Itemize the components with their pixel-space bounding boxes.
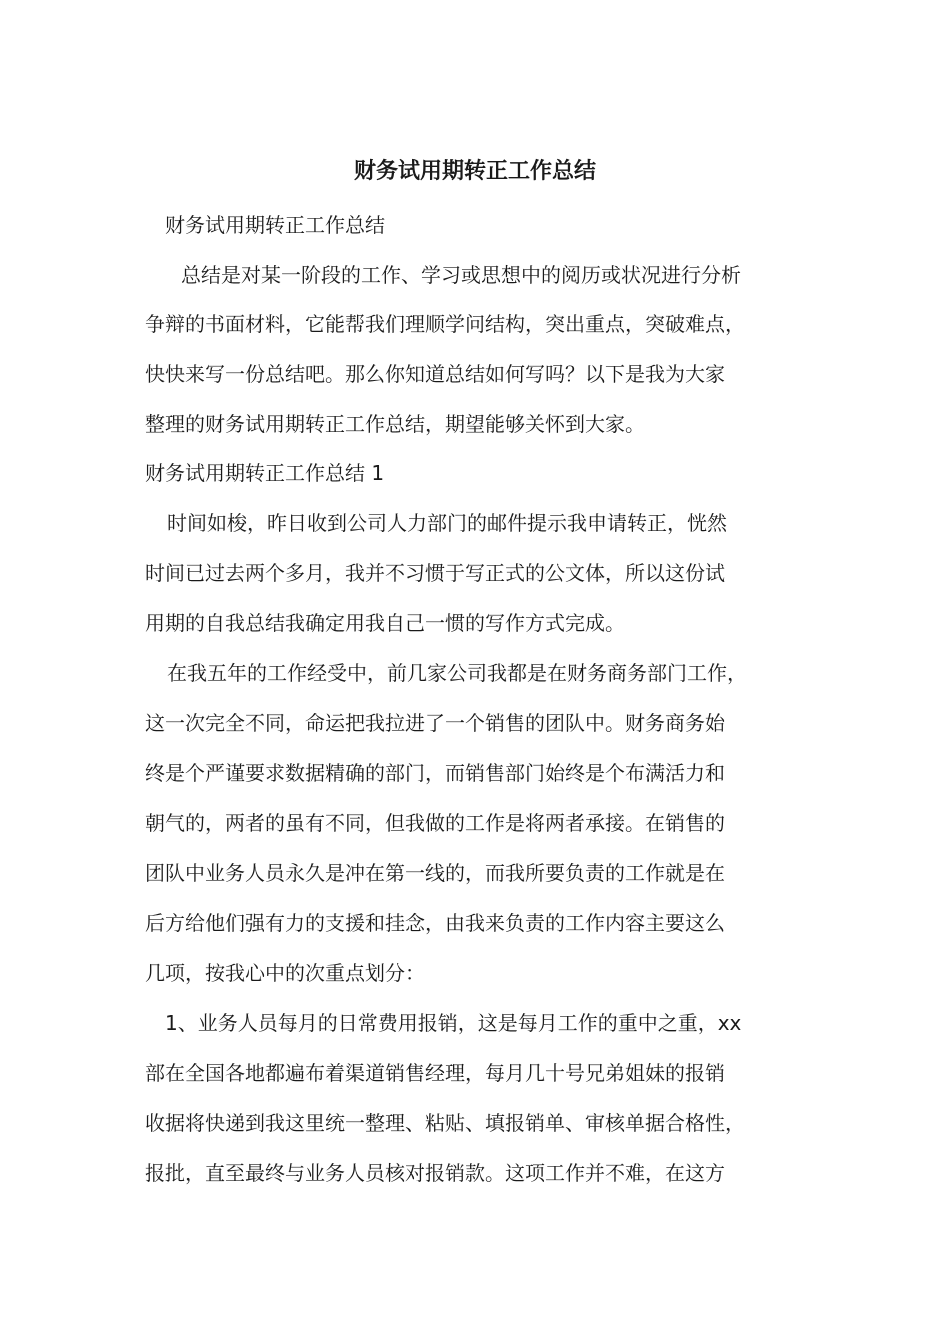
paragraph-line: 报批，直至最终与业务人员核对报销款。这项工作并不难，在这方 [145, 1161, 725, 1185]
paragraph-line: 总结是对某一阶段的工作、学习或思想中的阅历或状况进行分析 [181, 263, 741, 287]
paragraph-line: 几项，按我心中的次重点划分： [145, 961, 425, 985]
paragraph-line: 快快来写一份总结吧。那么你知道总结如何写吗？以下是我为大家 [145, 362, 725, 386]
paragraph-line: 争辩的书面材料，它能帮我们理顺学问结构，突出重点，突破难点， [145, 312, 745, 336]
document-title: 财务试用期转正工作总结 [353, 159, 596, 184]
paragraph-line: 时间已过去两个多月，我并不习惯于写正式的公文体，所以这份试 [145, 561, 725, 585]
paragraph-line: 用期的自我总结我确定用我自己一惯的写作方式完成。 [145, 611, 625, 635]
paragraph-line: 1、业务人员每月的日常费用报销，这是每月工作的重中之重，xx [165, 1011, 742, 1035]
subtitle-line: 财务试用期转正工作总结 [165, 213, 385, 237]
paragraph-line: 部在全国各地都遍布着渠道销售经理，每月几十号兄弟姐妹的报销 [145, 1061, 725, 1085]
paragraph-line: 在我五年的工作经受中，前几家公司我都是在财务商务部门工作， [167, 661, 747, 685]
paragraph-line: 朝气的，两者的虽有不同，但我做的工作是将两者承接。在销售的 [145, 811, 725, 835]
paragraph-line: 后方给他们强有力的支援和挂念，由我来负责的工作内容主要这么 [145, 911, 725, 935]
paragraph-line: 时间如梭，昨日收到公司人力部门的邮件提示我申请转正，恍然 [167, 511, 727, 535]
section-heading: 财务试用期转正工作总结 1 [145, 461, 385, 485]
paragraph-line: 终是个严谨要求数据精确的部门，而销售部门始终是个布满活力和 [145, 761, 725, 785]
paragraph-line: 整理的财务试用期转正工作总结，期望能够关怀到大家。 [145, 412, 645, 436]
paragraph-line: 团队中业务人员永久是冲在第一线的，而我所要负责的工作就是在 [145, 861, 725, 885]
paragraph-line: 这一次完全不同，命运把我拉进了一个销售的团队中。财务商务始 [145, 711, 725, 735]
paragraph-line: 收据将快递到我这里统一整理、粘贴、填报销单、审核单据合格性， [145, 1111, 745, 1135]
